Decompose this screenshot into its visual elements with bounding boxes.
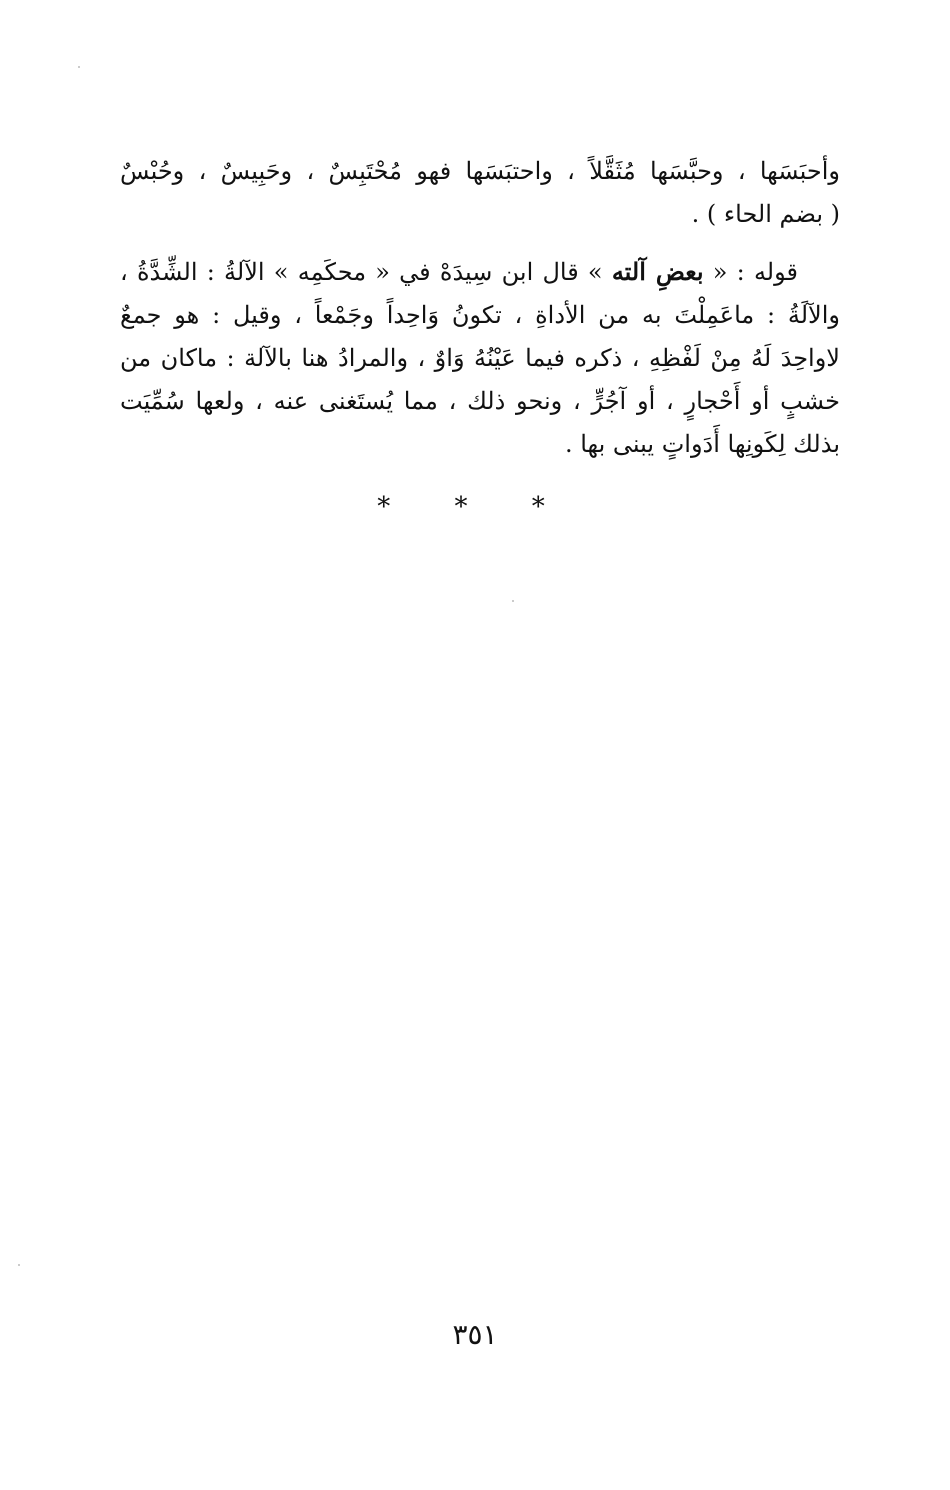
- paragraph-line: ( بضم الحاء ) .: [691, 200, 840, 228]
- paragraph-line: وأحبَسَها ، وحبَّسَها مُثَقَّلاً ، واحتبَسَها فهو مُحْتَبِسٌ ، وحَبِيسٌ ، وحُبْسٌ: [120, 157, 840, 185]
- quote-rest: » قال ابن سِيدَهْ في « محكَمِه » الآلةُ : الشِّدَّةُ ،: [120, 258, 612, 286]
- page-number: ٣٥١: [452, 1318, 498, 1351]
- paragraph-2: [120, 250, 840, 466]
- scan-speck: [78, 66, 80, 68]
- quoted-term: بعضِ آلته: [611, 257, 704, 286]
- paragraph-line: والآلَةُ : ماعَمِلْتَ به من الأداةِ ، تكونُ وَاحِداً وجَمْعاً ، وقيل : هو جمعٌ: [120, 301, 840, 329]
- paragraph-line: [120, 250, 840, 294]
- paragraph-line: بذلك لِكَونِها أَدَواتٍ يبنى بها .: [564, 430, 840, 458]
- scan-speck: [512, 600, 514, 602]
- scan-speck: [18, 1264, 20, 1266]
- paragraph-line: لاواحِدَ لَهُ مِنْ لَفْظِهِ ، ذكره فيما عَيْنُهُ وَاوٌ ، والمرادُ هنا بالآلة : ماكان من: [120, 344, 840, 372]
- quote-lead: قوله : «: [703, 258, 798, 286]
- main-text: [120, 150, 840, 466]
- paragraph-1: [120, 150, 840, 236]
- section-separator: * * *: [377, 492, 573, 522]
- paragraph-gap: [120, 236, 840, 250]
- paragraph-line: خشبٍ أو أَحْجارٍ ، أو آجُرٍّ ، ونحو ذلك ، مما يُستَغنى عنه ، ولعها سُمِّيَت: [120, 387, 840, 415]
